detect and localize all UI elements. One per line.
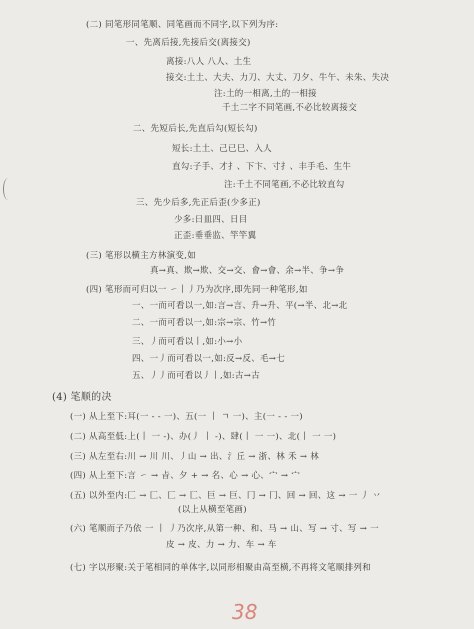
section-2-heading: (二) 同笔形同笔顺、同笔画而不同字,以下列为序: [86, 20, 279, 30]
text-line: 离接:八人 八人、土生 [166, 57, 252, 67]
text-line: 正歪:垂垂监、竿竿翼 [174, 231, 257, 241]
rule-5: (五) 以外至内:匚 → 匚、匸 → 匸、巨 → 巨、冂 → 冂、回 → 回、这 → 一 丿 丷 [70, 491, 382, 501]
page-number: 38 [232, 600, 258, 624]
sub-item-5: 五、丿丿而可看以丿丨,如:古→古 [132, 371, 260, 381]
binder-hole [3, 178, 13, 200]
section-3-heading: (三) 笔形以横主方林演变,如 [86, 251, 197, 261]
text-line: 真→真、欺→欺、交→交、會→會、余→半、争→争 [150, 266, 345, 276]
rule-1: (一) 从上至下:耳(一 - - 一)、五(一 丨 ㄱ 一)、主(一 - - 一) [70, 412, 303, 422]
note-line: 千土二字不同笔画,不必比较离接交 [222, 103, 358, 113]
rule-6-continued: 皮 → 皮、力 → 力、车 → 车 [166, 540, 277, 550]
sub-item-1: 一、一而可看以一,如:言→言、升→升、平(→半、北→北 [132, 301, 348, 311]
item-heading-2: 二、先短后长,先直后勾(短长勾) [133, 124, 258, 134]
text-line: 少多:日皿四、日目 [174, 215, 248, 225]
section-4-heading: (四) 笔形而可归以一 ㇀丨丿乃为次序,即先同一种笔形,如 [86, 285, 308, 295]
rule-6: (六) 笔顺而子乃依 一 丨 丿乃次序,从第一种、和、马 → 山、写 → 寸、写 → 一 [70, 524, 379, 534]
sub-item-3: 三、丿而可看以丨,如:小→小 [132, 337, 243, 347]
sub-item-2: 二、一而可看以一,如:宗→宗、竹→竹 [132, 318, 277, 328]
rule-4: (四) 从上至下:言 ㇀ → 㫖、夕 + → 名、心 → 心、宀 → 宀 [70, 471, 301, 481]
rule-2: (二) 从高至低:上(丨 一 -)、办(丿 丨 -)、肆(丨 一 一)、北(丨 一 一) [70, 432, 337, 442]
section-heading-stroke-order: (4) 笔顺的决 [52, 392, 112, 403]
sub-item-4: 四、一丿而可看以一,如:反→反、毛→七 [132, 354, 286, 364]
rule-3: (三) 从左至右:川 → 川 川、丿山 → 出、氵丘 → 浙、林 禾 → 林 [70, 452, 320, 462]
item-heading-1: 一、先离后接,先接后交(离接交) [126, 38, 251, 48]
text-line: 短长:土土、己已巳、入人 [172, 144, 272, 154]
rule-7: (七) 字以形聚:关于笔相同的单体字,以同形相聚由高至横,不再将文笔顺排列和 [70, 563, 372, 573]
note-line: 注:土的一相离,土的一相接 [214, 89, 317, 99]
note-line: 注:千土不同笔画,不必比较直勾 [224, 180, 345, 190]
text-line: 接交:土土、大夫、力刀、大丈、刀夕、牛午、未朱、失决 [166, 73, 390, 83]
text-line: 直勾:子手、才扌、下卞、寸扌、丰手毛、生牛 [172, 162, 352, 172]
item-heading-3: 三、先少后多,先正后歪(少多正) [136, 198, 261, 208]
rule-note: (以上从横至笔画) [178, 505, 247, 515]
